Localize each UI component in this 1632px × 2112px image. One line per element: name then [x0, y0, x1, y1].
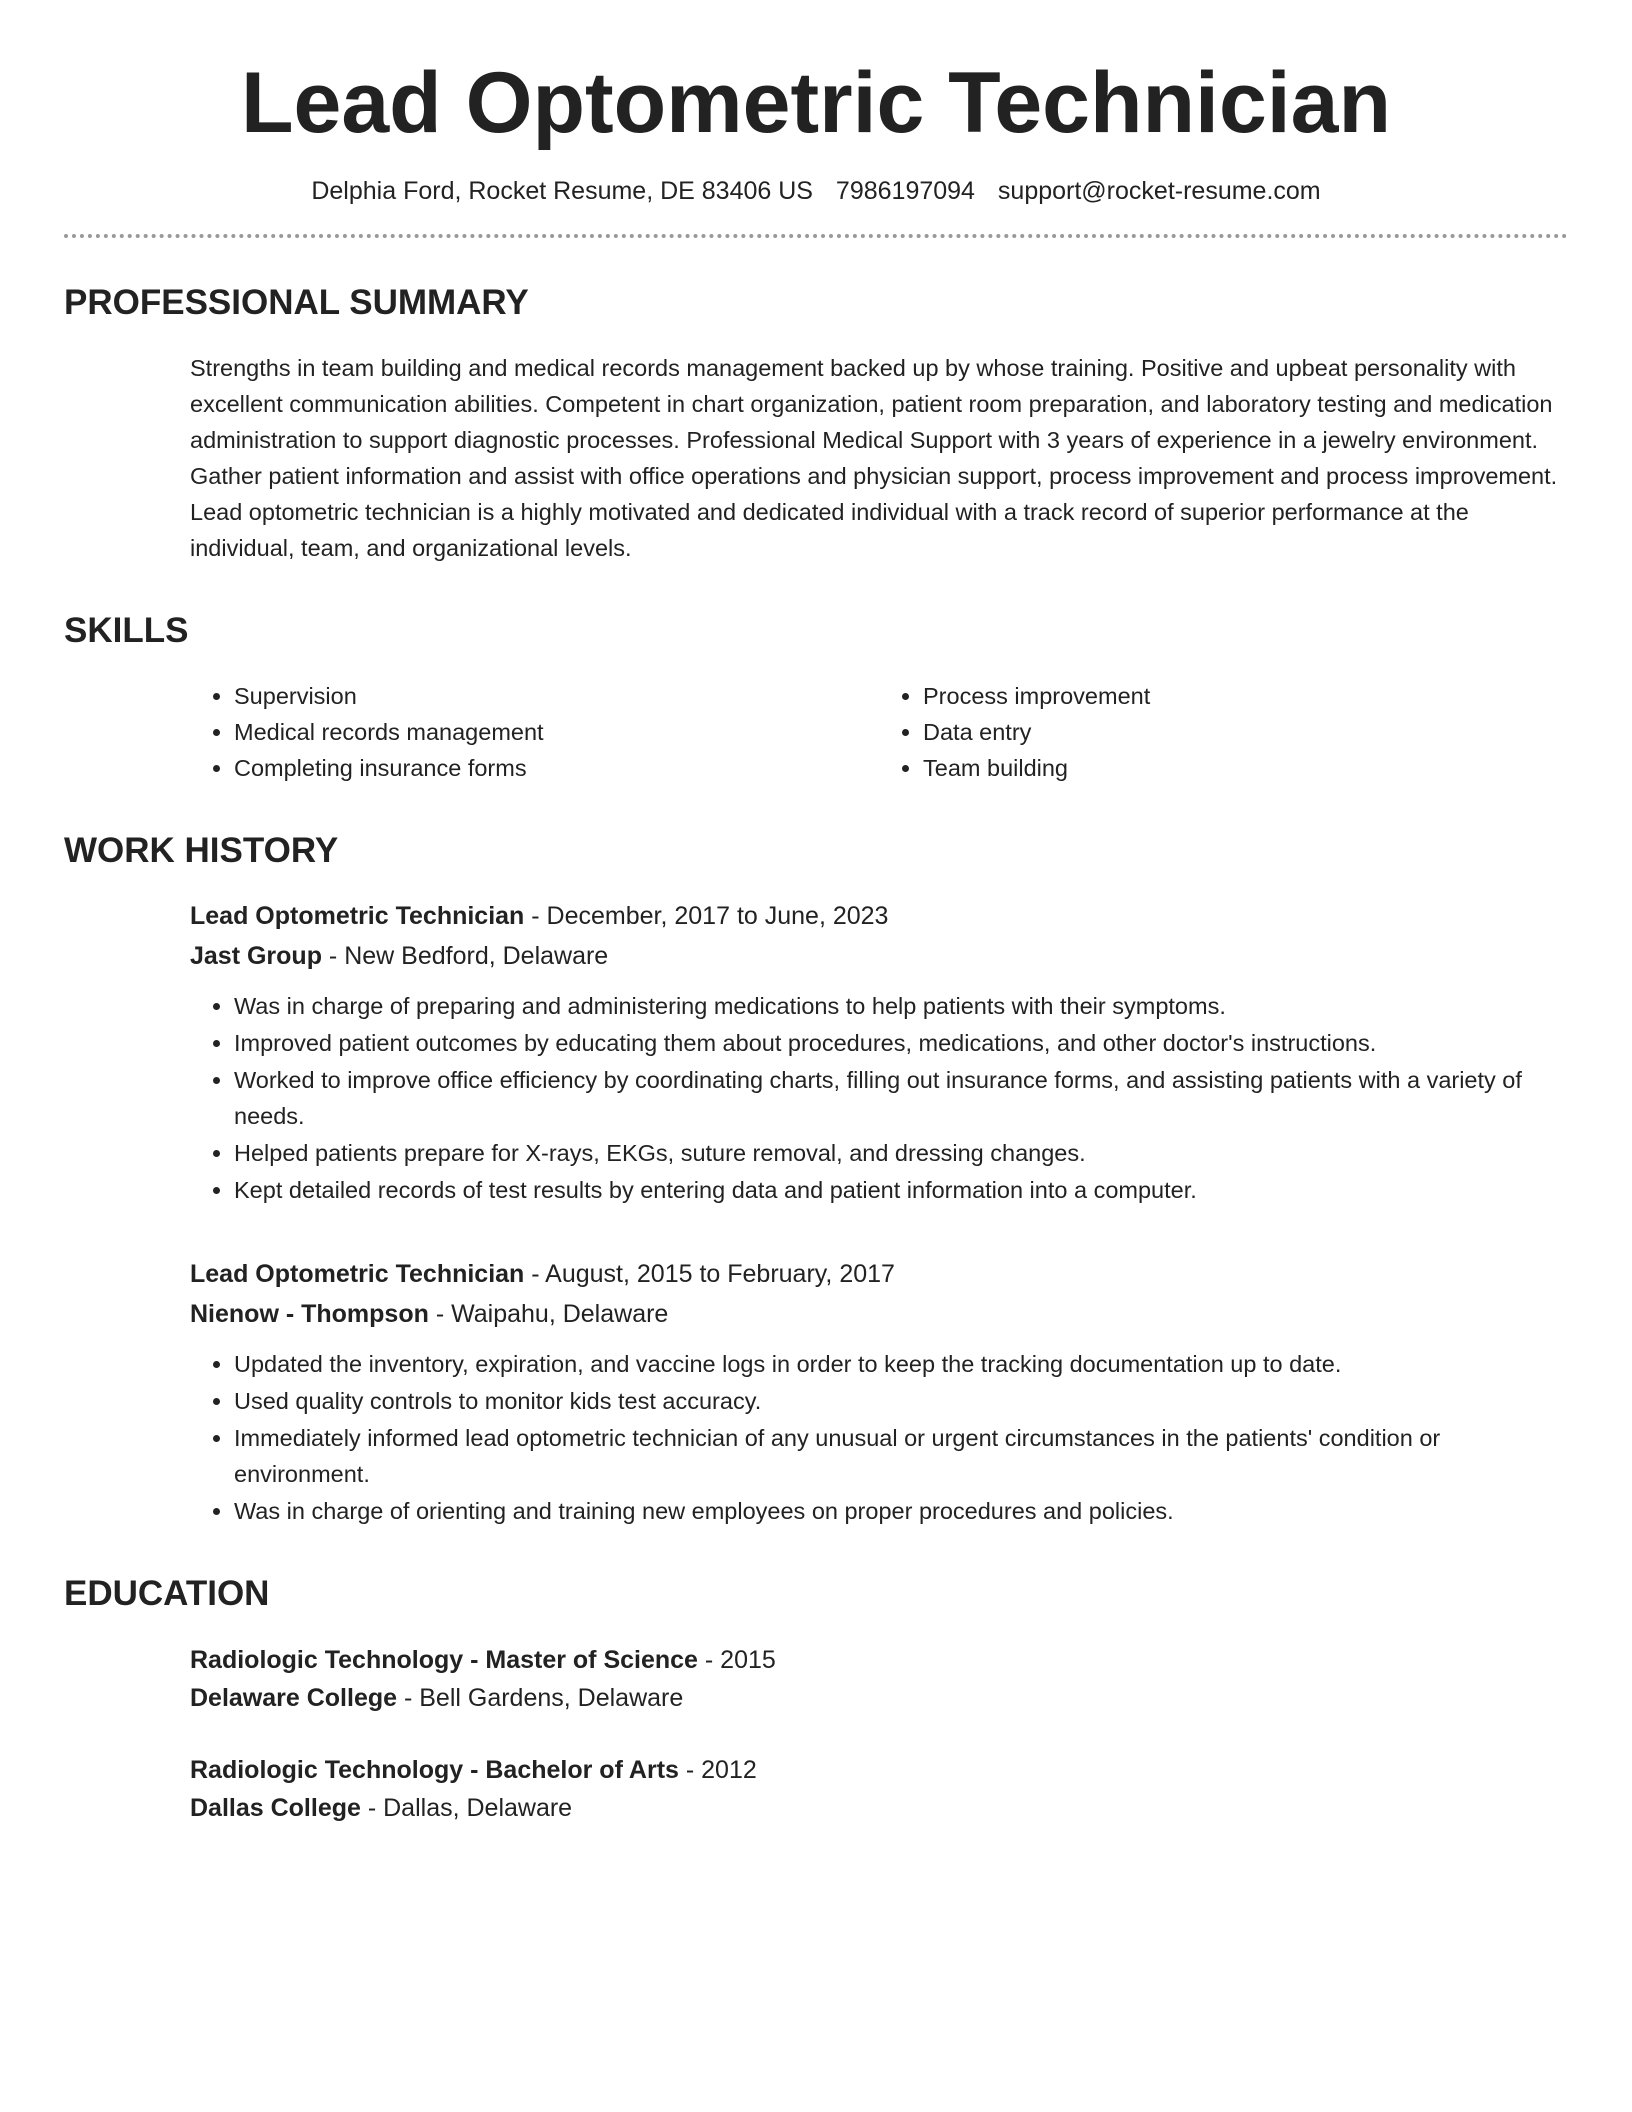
- skills-column-left: [190, 678, 879, 786]
- education-school: Delaware College: [190, 1683, 398, 1712]
- education-location: - Dallas, Delaware: [360, 1793, 573, 1822]
- header-divider: [64, 234, 1568, 238]
- skill-item: • Data entry: [923, 714, 1568, 750]
- job-role: Lead Optometric Technician: [190, 901, 525, 930]
- skill-item: • Supervision: [234, 678, 879, 714]
- job-location: - Waipahu, Delaware: [428, 1299, 669, 1328]
- education-entry: [190, 1751, 1568, 1827]
- job-entry: [190, 1254, 1568, 1529]
- skills-section: [190, 678, 1568, 786]
- job-duty: • Immediately informed lead optometric technician of any unusual or urgent circumstances in the patients' condition or environment.: [234, 1420, 1568, 1492]
- section-title-work-history: WORK HISTORY: [64, 830, 339, 870]
- job-role: Lead Optometric Technician: [190, 1259, 525, 1288]
- job-duty: • Was in charge of preparing and administering medications to help patients with their symptoms.: [234, 988, 1568, 1024]
- education-degree: Radiologic Technology - Master of Science: [190, 1645, 698, 1674]
- skill-item: • Process improvement: [923, 678, 1568, 714]
- job-dates: - August, 2015 to February, 2017: [524, 1259, 895, 1288]
- summary-section: [190, 350, 1568, 566]
- contact-email: support@rocket-resume.com: [997, 176, 1321, 205]
- job-duty: • Kept detailed records of test results by entering data and patient information into a computer.: [234, 1172, 1568, 1208]
- section-title-summary: PROFESSIONAL SUMMARY: [64, 282, 529, 322]
- job-company: Jast Group: [190, 941, 322, 970]
- job-duties-list: [190, 1346, 1568, 1529]
- education-location: - Bell Gardens, Delaware: [397, 1683, 684, 1712]
- education-year: - 2012: [678, 1755, 757, 1784]
- resume-header: [64, 0, 1568, 206]
- job-location: - New Bedford, Delaware: [321, 941, 609, 970]
- education-degree-line: [190, 1641, 1568, 1679]
- job-title-line: [190, 1254, 1568, 1294]
- skill-item: • Medical records management: [234, 714, 879, 750]
- education-school-line: [190, 1679, 1568, 1717]
- job-company: Nienow - Thompson: [190, 1299, 429, 1328]
- section-title-education: EDUCATION: [64, 1573, 270, 1613]
- education-entry: [190, 1641, 1568, 1717]
- education-school: Dallas College: [190, 1793, 361, 1822]
- job-duties-list: [190, 988, 1568, 1208]
- section-title-skills: SKILLS: [64, 610, 189, 650]
- education-year: - 2015: [697, 1645, 776, 1674]
- summary-text: Strengths in team building and medical records management backed up by whose training. Positive and upbeat personality with excellent communication abilities. Competent in chart organization, patient room preparation, and laboratory testing and medication administration to support diagnostic processes. Professional Medical Support with 3 years of experience in a jewelry environment. Gather patient information and assist with office operations and physician support, process improvement and process improvement. Lead optometric technician is a highly motivated and dedicated individual with a track record of superior performance at the individual, team, and organizational levels.: [190, 354, 1558, 561]
- work-history-section: [190, 896, 1568, 1529]
- job-duty: • Helped patients prepare for X-rays, EKGs, suture removal, and dressing changes.: [234, 1135, 1568, 1171]
- education-school-line: [190, 1789, 1568, 1827]
- job-title-line: [190, 896, 1568, 936]
- job-entry: [190, 896, 1568, 1208]
- job-duty: • Used quality controls to monitor kids test accuracy.: [234, 1383, 1568, 1419]
- education-section: [190, 1641, 1568, 1827]
- contact-line: [64, 177, 1568, 206]
- job-duty: • Was in charge of orienting and training new employees on proper procedures and policies.: [234, 1493, 1568, 1529]
- job-duty: • Worked to improve office efficiency by coordinating charts, filling out insurance forms, and assisting patients with a variety of needs.: [234, 1062, 1568, 1134]
- skills-column-right: [879, 678, 1568, 786]
- skills-grid: [190, 678, 1568, 786]
- skill-item: • Team building: [923, 750, 1568, 786]
- job-duty: • Improved patient outcomes by educating them about procedures, medications, and other doctor's instructions.: [234, 1025, 1568, 1061]
- education-degree: Radiologic Technology - Bachelor of Arts: [190, 1755, 679, 1784]
- education-degree-line: [190, 1751, 1568, 1789]
- job-company-line: [190, 1294, 1568, 1334]
- job-company-line: [190, 936, 1568, 976]
- resume-title: Lead Optometric Technician: [240, 55, 1392, 151]
- skill-item: • Completing insurance forms: [234, 750, 879, 786]
- job-duty: • Updated the inventory, expiration, and vaccine logs in order to keep the tracking documentation up to date.: [234, 1346, 1568, 1382]
- contact-address: Delphia Ford, Rocket Resume, DE 83406 US: [311, 176, 813, 205]
- contact-phone: 7986197094: [835, 176, 975, 205]
- job-dates: - December, 2017 to June, 2023: [524, 901, 889, 930]
